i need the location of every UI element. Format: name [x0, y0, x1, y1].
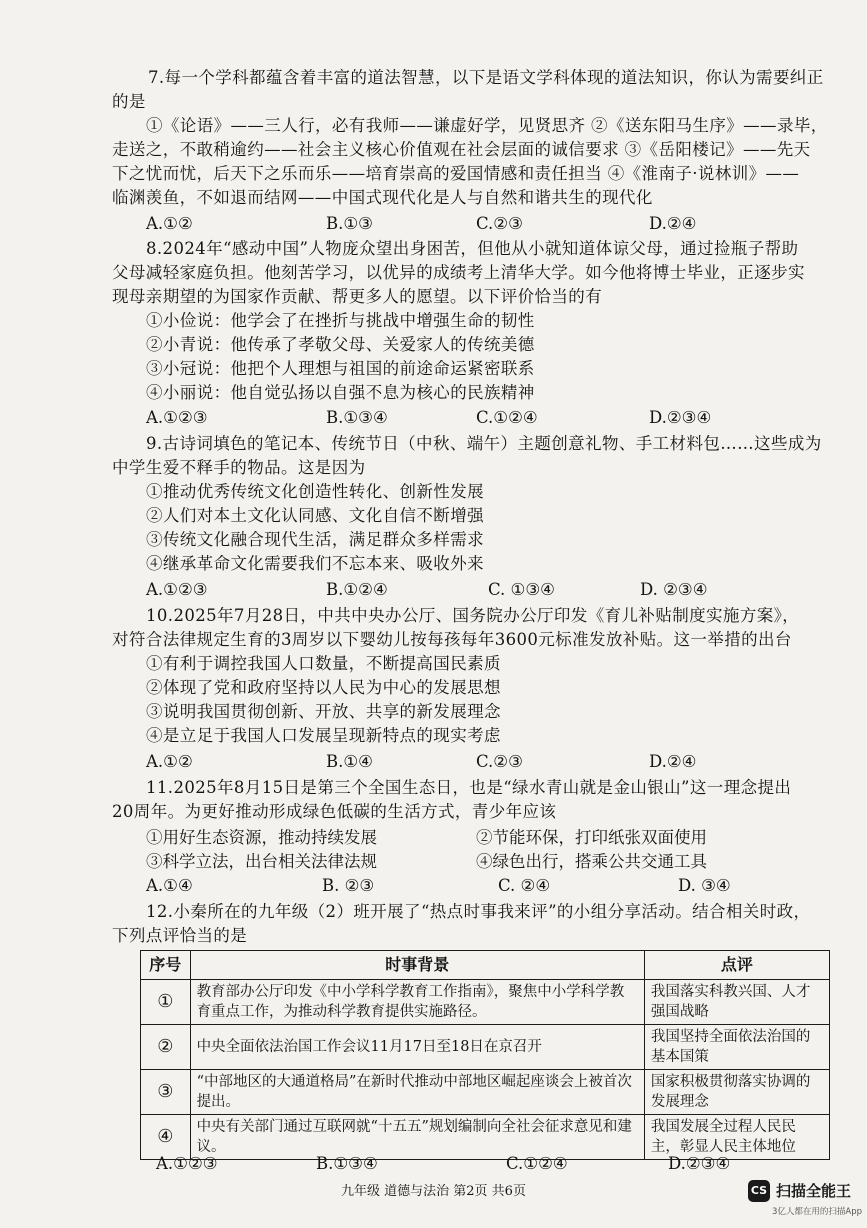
q9-choice-3: ③传统文化融合现代生活，满足群众多样需求 — [146, 530, 484, 549]
q12-stem-line-1: 12.小秦所在的九年级（2）班开展了“热点时事我来评”的小组分享活动。结合相关时政， — [146, 902, 811, 921]
scanner-app-name: 扫描全能王 — [776, 1182, 852, 1200]
q11-option-c[interactable]: C. ②④ — [498, 876, 551, 895]
q10-choice-3: ③说明我国贯彻创新、开放、共享的新发展理念 — [146, 702, 501, 721]
q11-choice-1: ①用好生态资源，推动持续发展 — [146, 828, 377, 847]
table-header-background: 时事背景 — [190, 951, 644, 980]
q7-option-c[interactable]: C.②③ — [476, 214, 523, 233]
q11-option-b[interactable]: B. ②③ — [322, 876, 375, 895]
table-row — [141, 980, 830, 1025]
table-row — [141, 1025, 830, 1070]
q9-option-c[interactable]: C. ①③④ — [488, 580, 555, 599]
table-row — [141, 1070, 830, 1115]
q8-choice-3: ③小冠说：他把个人理想与祖国的前途命运紧密联系 — [146, 359, 535, 378]
table-cell-background: 中央有关部门通过互联网就“十五五”规划编制向全社会征求意见和建议。 — [190, 1115, 644, 1160]
q12-option-c[interactable]: C.①②④ — [506, 1154, 568, 1173]
q8-option-a[interactable]: A.①②③ — [146, 408, 208, 427]
q8-option-d[interactable]: D.②③④ — [649, 408, 712, 427]
q8-option-b[interactable]: B.①③④ — [326, 408, 388, 427]
q7-text-line-6: 临渊羡鱼，不如退而结网——中国式现代化是人与自然和谐共生的现代化 — [112, 188, 653, 207]
q7-text-line-4: 走送之，不敢稍逾约——社会主义核心价值观在社会层面的诚信要求 ③《岳阳楼记》——先天 — [112, 140, 811, 159]
q10-choice-2: ②体现了党和政府坚持以人民为中心的发展思想 — [146, 678, 501, 697]
q11-option-a[interactable]: A.①④ — [146, 876, 193, 895]
table-cell-num: ② — [141, 1025, 191, 1070]
table-cell-background: 教育部办公厅印发《中小学科学教育工作指南》，聚焦中小学科学教育重点工作，为推动科学教育提供实施路径。 — [190, 980, 644, 1025]
q8-choice-2: ②小青说：他传承了孝敬父母、关爱家人的传统美德 — [146, 335, 535, 354]
q12-stem-line-2: 下列点评恰当的是 — [112, 926, 248, 945]
q10-stem-line-2: 对符合法律规定生育的3周岁以下婴幼儿按每孩每年3600元标准发放补贴。这一举措的出台 — [112, 630, 792, 649]
q7-option-d[interactable]: D.②④ — [649, 214, 697, 233]
q8-stem-line-2: 父母减轻家庭负担。他刻苦学习，以优异的成绩考上清华大学。如今他将博士毕业，正逐步实 — [112, 263, 805, 282]
q12-option-d[interactable]: D.②③④ — [668, 1154, 731, 1173]
q9-option-b[interactable]: B.①②④ — [326, 580, 388, 599]
q8-stem-line-3: 现母亲期望的为国家作贡献、帮更多人的愿望。以下评价恰当的有 — [112, 287, 603, 306]
camscanner-logo-icon: CS — [748, 1180, 770, 1202]
q11-choice-3: ③科学立法，出台相关法律法规 — [146, 852, 377, 871]
q8-option-c[interactable]: C.①②④ — [476, 408, 538, 427]
q12-option-b[interactable]: B.①③④ — [316, 1154, 378, 1173]
q9-choice-2: ②人们对本土文化认同感、文化自信不断增强 — [146, 506, 484, 525]
q8-stem-line-1: 8.2024年“感动中国”人物庞众望出身困苦，但他从小就知道体谅父母，通过捡瓶子帮助 — [146, 239, 799, 258]
current-events-table — [140, 950, 830, 1160]
q10-option-c[interactable]: C.②③ — [476, 752, 523, 771]
q8-choice-4: ④小丽说：他自觉弘扬以自强不息为核心的民族精神 — [146, 383, 535, 402]
q9-stem-line-2: 中学生爱不释手的物品。这是因为 — [112, 458, 366, 477]
table-cell-comment: 我国坚持全面依法治国的基本国策 — [644, 1025, 829, 1070]
table-cell-comment: 我国落实科教兴国、人才强国战略 — [644, 980, 829, 1025]
q10-choice-4: ④是立足于我国人口发展呈现新特点的现实考虑 — [146, 726, 501, 745]
q7-option-a[interactable]: A.①② — [146, 214, 193, 233]
table-cell-background: 中央全面依法治国工作会议11月17日至18日在京召开 — [190, 1025, 644, 1070]
table-cell-comment: 我国发展全过程人民民主，彰显人民主体地位 — [644, 1115, 829, 1160]
q10-option-a[interactable]: A.①② — [146, 752, 193, 771]
q7-stem-line-1: 7.每一个学科都蕴含着丰富的道法智慧，以下是语文学科体现的道法知识，你认为需要纠正 — [148, 68, 824, 87]
table-cell-num: ④ — [141, 1115, 191, 1160]
q9-choice-1: ①推动优秀传统文化创造性转化、创新性发展 — [146, 482, 484, 501]
table-cell-num: ③ — [141, 1070, 191, 1115]
q10-stem-line-1: 10.2025年7月28日，中共中央办公厅、国务院办公厅印发《育儿补贴制度实施方案》， — [146, 606, 800, 625]
scanner-watermark — [748, 1178, 863, 1218]
q11-choice-2: ②节能环保，打印纸张双面使用 — [476, 828, 707, 847]
scanner-tagline: 3亿人都在用的扫描App — [772, 1207, 863, 1217]
q10-option-d[interactable]: D.②④ — [649, 752, 697, 771]
q7-text-line-5: 下之忧而忧，后天下之乐而乐——培育崇高的爱国情感和责任担当 ④《淮南子·说林训》—— — [112, 164, 800, 183]
q12-option-a[interactable]: A.①②③ — [156, 1154, 218, 1173]
q11-choices — [146, 826, 806, 874]
q7-option-b[interactable]: B.①③ — [326, 214, 373, 233]
q11-stem-line-2: 20周年。为更好推动形成绿色低碳的生活方式，青少年应该 — [112, 802, 557, 821]
q7-text-line-3: ①《论语》——三人行，必有我师——谦虚好学，见贤思齐 ②《送东阳马生序》——录毕， — [146, 116, 828, 135]
q9-option-d[interactable]: D. ②③④ — [640, 580, 708, 599]
table-cell-num: ① — [141, 980, 191, 1025]
q11-choice-4: ④绿色出行，搭乘公共交通工具 — [476, 852, 707, 871]
page-footer: 九年级 道德与法治 第2页 共6页 — [341, 1184, 526, 1199]
table-header-comment: 点评 — [644, 951, 829, 980]
q9-stem-line-1: 9.古诗词填色的笔记本、传统节日（中秋、端午）主题创意礼物、手工材料包……这些成为 — [146, 434, 822, 453]
q8-choice-1: ①小俭说：他学会了在挫折与挑战中增强生命的韧性 — [146, 311, 535, 330]
q10-option-b[interactable]: B.①④ — [326, 752, 373, 771]
q9-option-a[interactable]: A.①②③ — [146, 580, 208, 599]
q9-choice-4: ④继承革命文化需要我们不忘本来、吸收外来 — [146, 554, 484, 573]
q11-option-d[interactable]: D. ③④ — [678, 876, 731, 895]
table-header-row — [141, 951, 830, 980]
table-cell-background: “中部地区的大通道格局”在新时代推动中部地区崛起座谈会上被首次提出。 — [190, 1070, 644, 1115]
table-cell-comment: 国家积极贯彻落实协调的发展理念 — [644, 1070, 829, 1115]
q10-choice-1: ①有利于调控我国人口数量，不断提高国民素质 — [146, 654, 501, 673]
q7-stem-line-2: 的是 — [112, 92, 146, 111]
table-header-num: 序号 — [141, 951, 191, 980]
q11-stem-line-1: 11.2025年8月15日是第三个全国生态日，也是“绿水青山就是金山银山”这一理念提出 — [146, 778, 792, 797]
